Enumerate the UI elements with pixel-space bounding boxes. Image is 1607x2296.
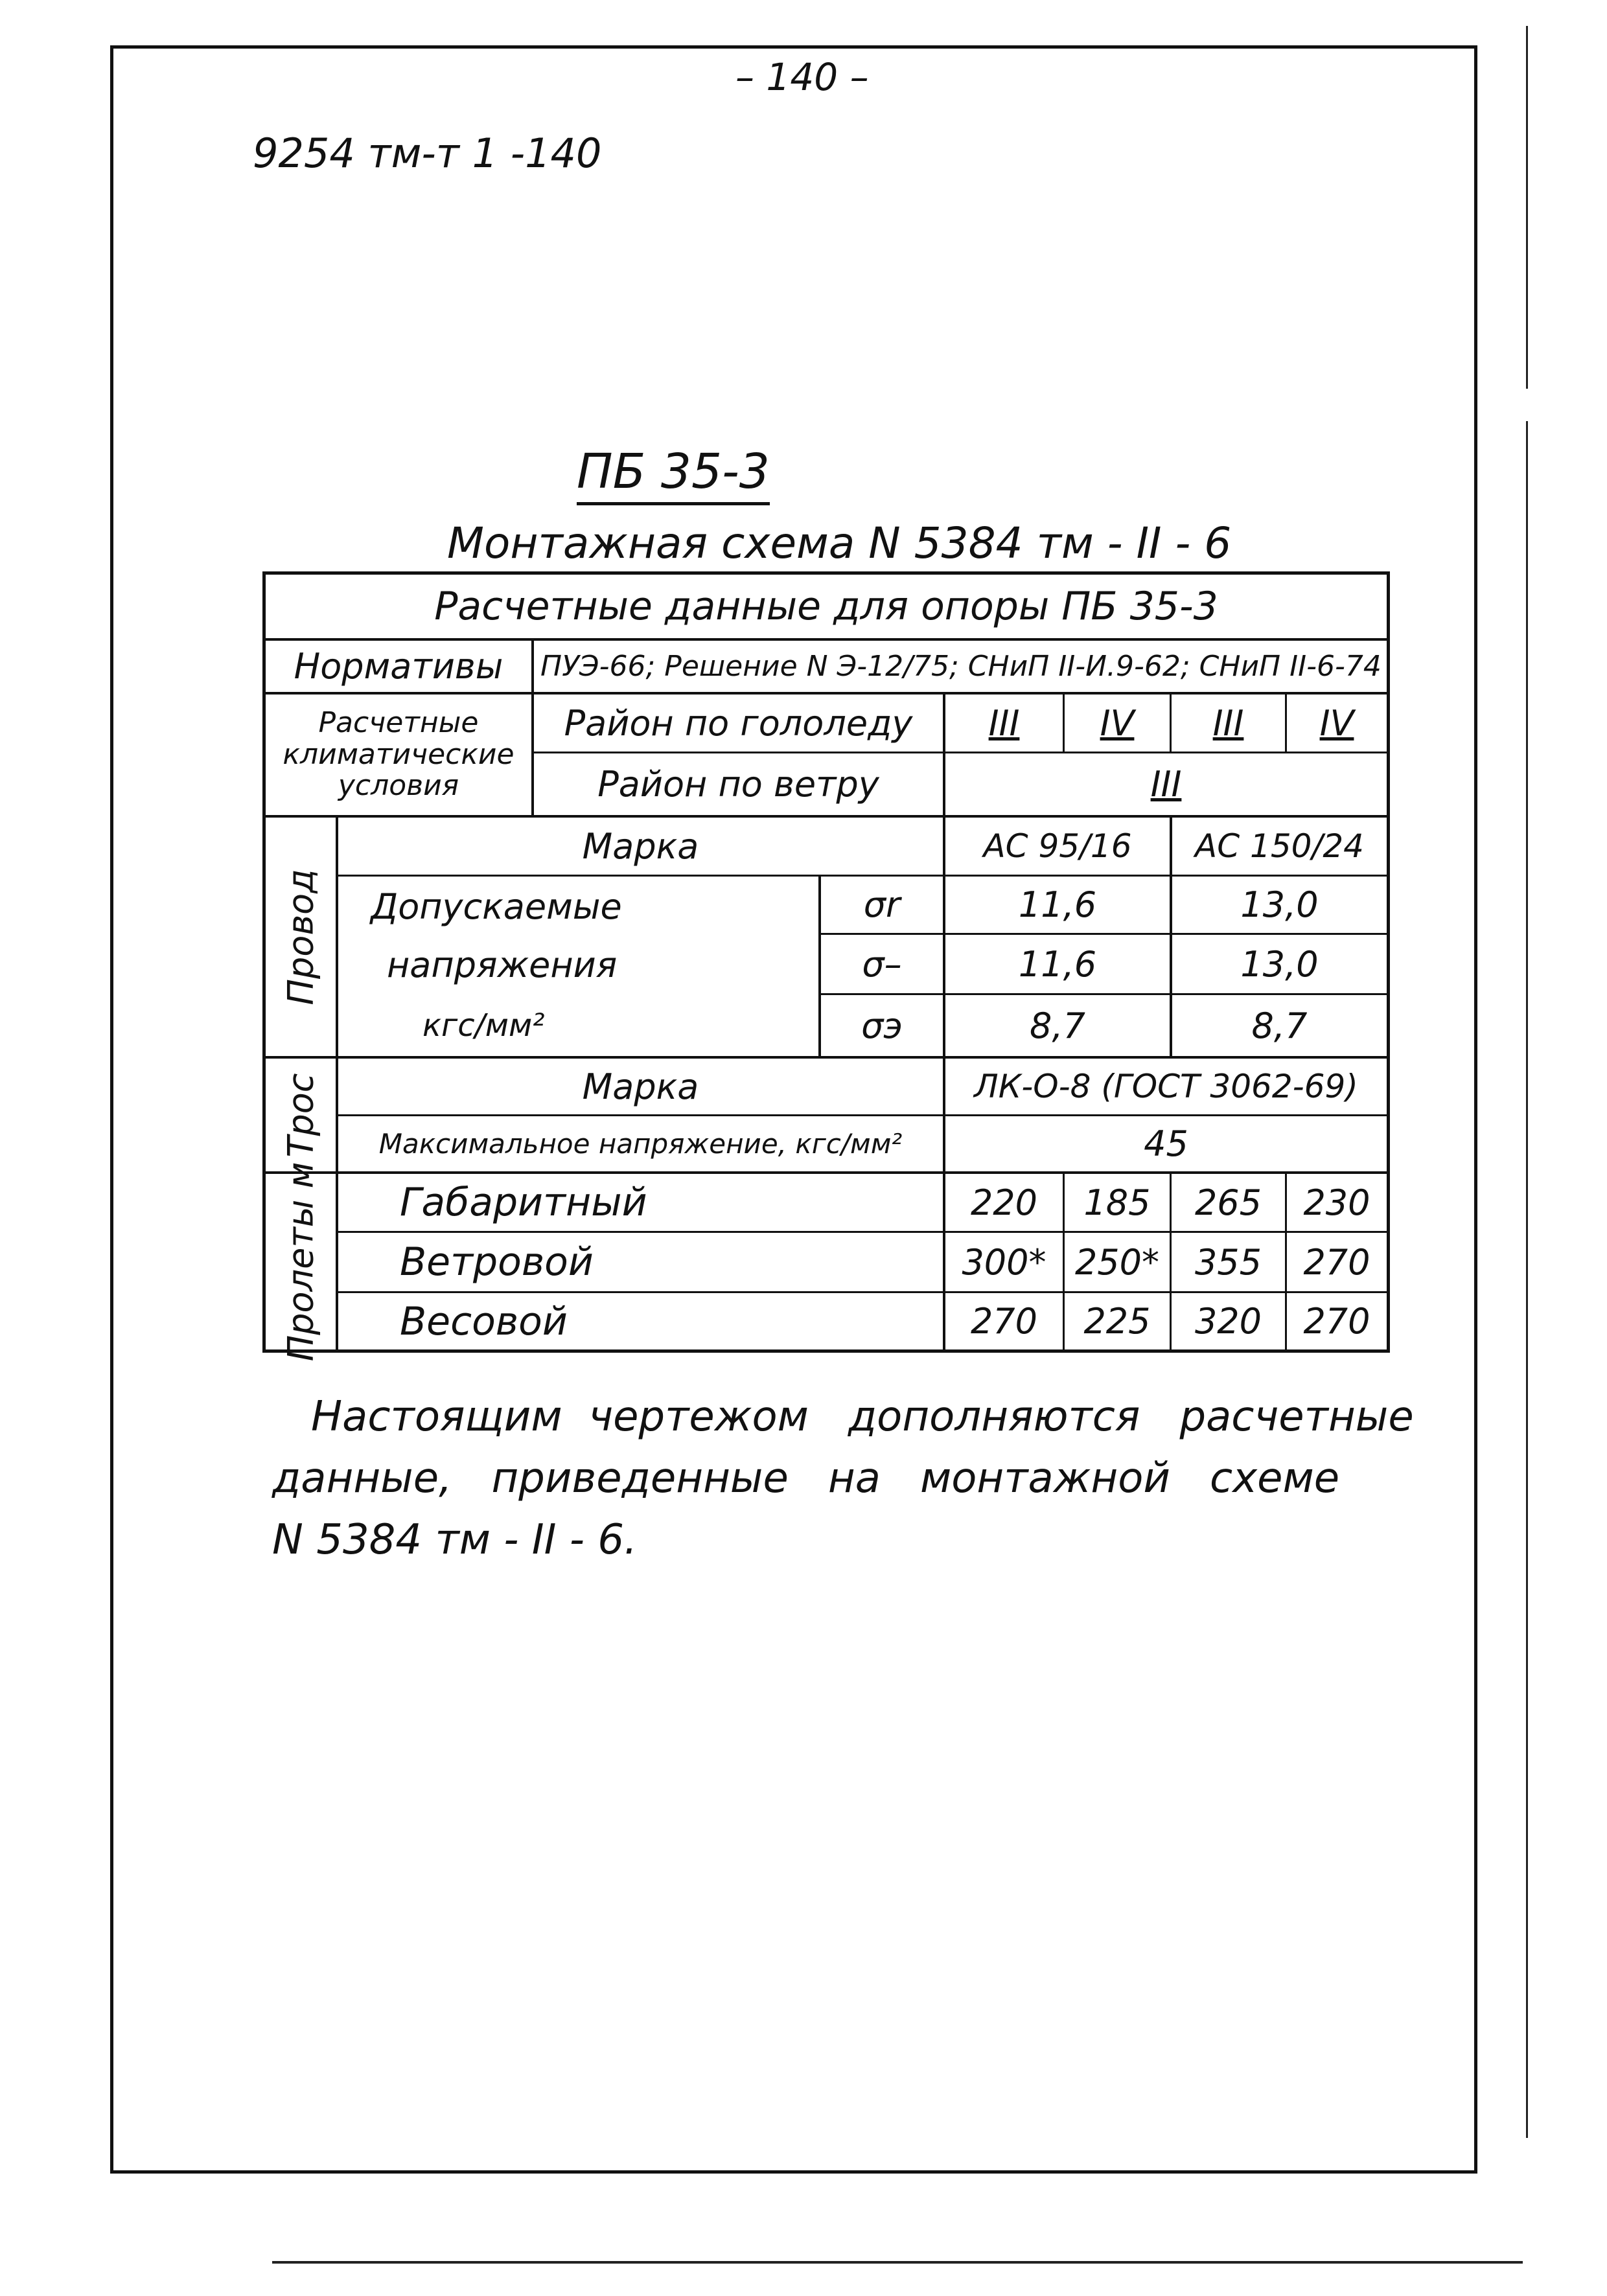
span-label: Весовой [400, 1298, 568, 1344]
stress-value: 8,7 [1030, 1005, 1085, 1046]
stress-value: 13,0 [1240, 943, 1319, 985]
ice-label: Район по гололеду [564, 702, 913, 744]
table-heading: Расчетные данные для опоры ПБ 35-3 [434, 584, 1218, 629]
stress-value: 8,7 [1251, 1005, 1308, 1046]
spans-label: Пролеты м [280, 1162, 321, 1362]
tros-max-value: 45 [1144, 1123, 1188, 1164]
span-value: 185 [1083, 1182, 1151, 1223]
tros-label: Трос [280, 1073, 321, 1157]
span-value: 230 [1303, 1182, 1370, 1223]
tros-max-label: Максимальное напряжение, кгс/мм² [378, 1128, 903, 1160]
span-value: 270 [970, 1301, 1038, 1342]
normativy-label: Нормативы [294, 646, 503, 687]
span-value: 220 [970, 1182, 1038, 1223]
stress-value: 13,0 [1240, 884, 1319, 925]
wind-value: III [1150, 764, 1182, 805]
ice-value-1: III [988, 702, 1020, 744]
stress-value: 11,6 [1018, 943, 1097, 985]
tros-marka-label: Марка [582, 1066, 699, 1107]
bottom-edge-line [272, 2261, 1523, 2264]
stress-symbol: σэ [861, 1005, 903, 1046]
span-value: 265 [1194, 1182, 1262, 1223]
ice-value-2: IV [1100, 702, 1135, 744]
span-value: 270 [1303, 1301, 1370, 1342]
provod-label: Провод [280, 868, 321, 1005]
normativy-value: ПУЭ-66; Решение N Э-12/75; СНиП II-И.9-62; СНиП II-6-74 [540, 650, 1382, 683]
tros-marka-value: ЛК-О-8 (ГОСТ 3062-69) [974, 1068, 1358, 1105]
span-value: 320 [1194, 1301, 1262, 1342]
wire-brand-1: АС 95/16 [983, 827, 1132, 865]
note-line: Настоящим чертежом дополняются расчетные [311, 1393, 1414, 1441]
stress-symbol: σ– [862, 943, 902, 985]
doc-code: 9254 тм-т 1 -140 [253, 130, 602, 177]
ice-value-4: IV [1319, 702, 1354, 744]
page-number: – 140 – [735, 55, 869, 99]
note-line: данные, приведенные на монтажной схеме [272, 1454, 1340, 1502]
page-title: ПБ 35-3 [577, 444, 770, 505]
stress-unit: кгс/мм² [422, 1007, 545, 1044]
wire-brand-2: АС 150/24 [1195, 827, 1364, 865]
note-line: N 5384 тм - II - 6. [272, 1516, 638, 1564]
stress-label-2: напряжения [387, 944, 618, 985]
span-value: 225 [1083, 1301, 1151, 1342]
climate-label: Расчетные климатические условия [283, 706, 514, 803]
wire-marka-label: Марка [582, 825, 699, 867]
stress-label-1: Допускаемые [371, 886, 622, 927]
page-subtitle: Монтажная схема N 5384 тм - II - 6 [447, 518, 1232, 568]
right-edge-line [1526, 421, 1528, 2138]
stress-value: 11,6 [1018, 884, 1097, 925]
span-value: 250* [1074, 1241, 1160, 1283]
span-label: Ветровой [400, 1239, 594, 1285]
span-value: 300* [962, 1241, 1046, 1283]
stress-symbol: σr [863, 884, 901, 925]
ice-value-3: III [1212, 702, 1244, 744]
span-value: 270 [1303, 1241, 1370, 1283]
span-label: Габаритный [400, 1180, 647, 1225]
right-edge-line [1526, 26, 1528, 389]
wind-label: Район по ветру [597, 764, 879, 805]
span-value: 355 [1194, 1241, 1262, 1283]
